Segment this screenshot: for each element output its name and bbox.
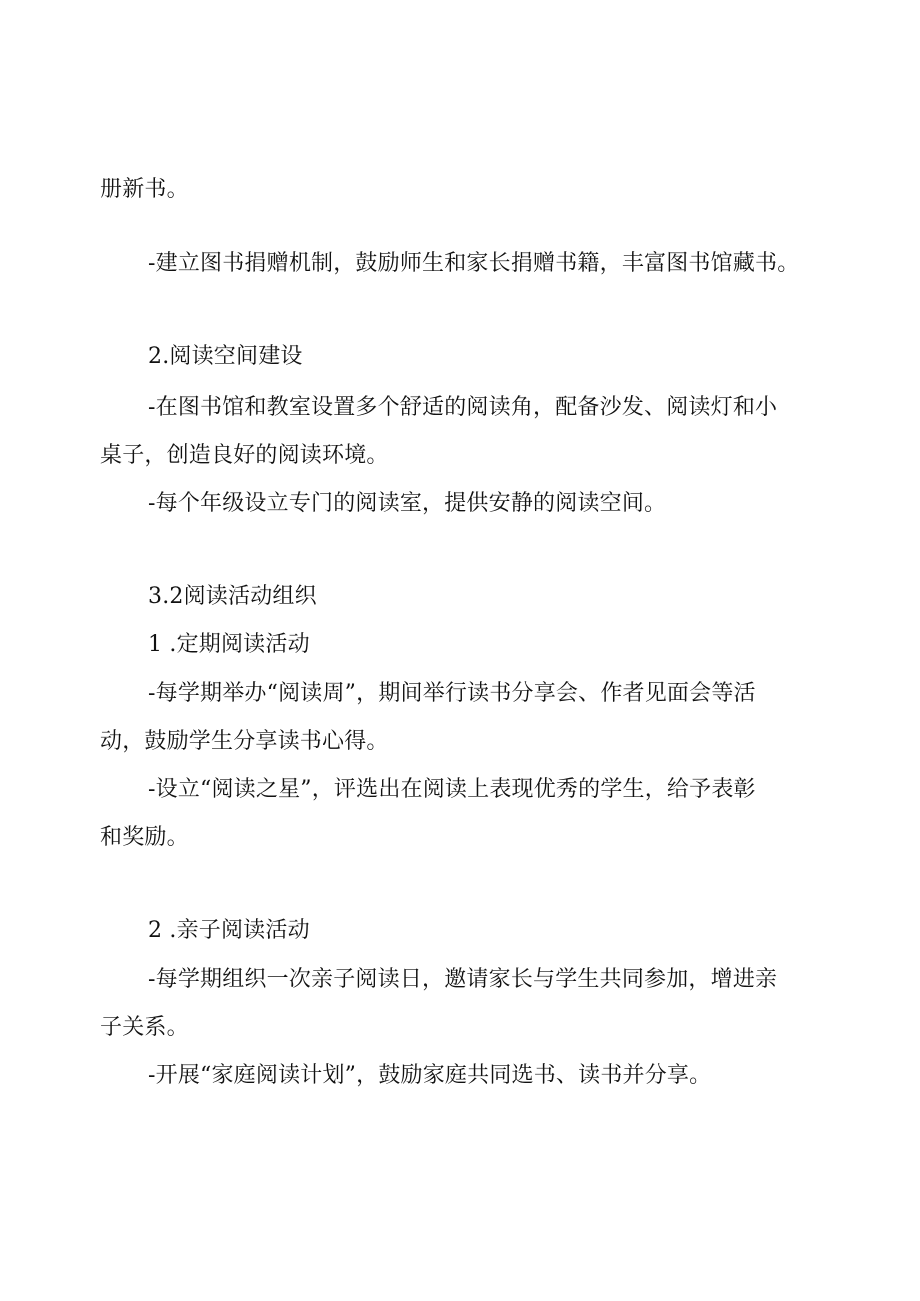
section-heading-reading-space: 2.阅读空间建设 <box>148 344 303 369</box>
paragraph-continuation: 册新书。 <box>100 177 189 202</box>
reading-room-item: -每个年级设立专门的阅读室，提供安静的阅读空间。 <box>148 491 667 516</box>
book-donation-item: -建立图书捐赠机制，鼓励师生和家长捐赠书籍，丰富图书馆藏书。 <box>148 251 800 276</box>
reading-week-item-line1: -每学期举办“阅读周”，期间举行读书分享会、作者见面会等活 <box>148 681 756 706</box>
reading-star-item-line1: -设立“阅读之星”，评选出在阅读上表现优秀的学生，给予表彰 <box>148 777 756 802</box>
reading-corner-item-line1: -在图书馆和教室设置多个舒适的阅读角，配备沙发、阅读灯和小 <box>148 395 778 420</box>
section-heading-activity-organization: 3.2阅读活动组织 <box>148 584 317 609</box>
reading-star-item-line2: 和奖励。 <box>100 825 189 850</box>
parent-child-day-item-line1: -每学期组织一次亲子阅读日，邀请家长与学生共同参加，增进亲 <box>148 967 778 992</box>
subheading-regular-activities: 1 .定期阅读活动 <box>148 632 310 657</box>
parent-child-day-item-line2: 子关系。 <box>100 1015 189 1040</box>
family-reading-plan-item: -开展“家庭阅读计划”，鼓励家庭共同选书、读书并分享。 <box>148 1063 712 1088</box>
reading-corner-item-line2: 桌子，创造良好的阅读环境。 <box>100 443 389 468</box>
reading-week-item-line2: 动，鼓励学生分享读书心得。 <box>100 729 389 754</box>
subheading-parent-child-activities: 2 .亲子阅读活动 <box>148 918 310 943</box>
